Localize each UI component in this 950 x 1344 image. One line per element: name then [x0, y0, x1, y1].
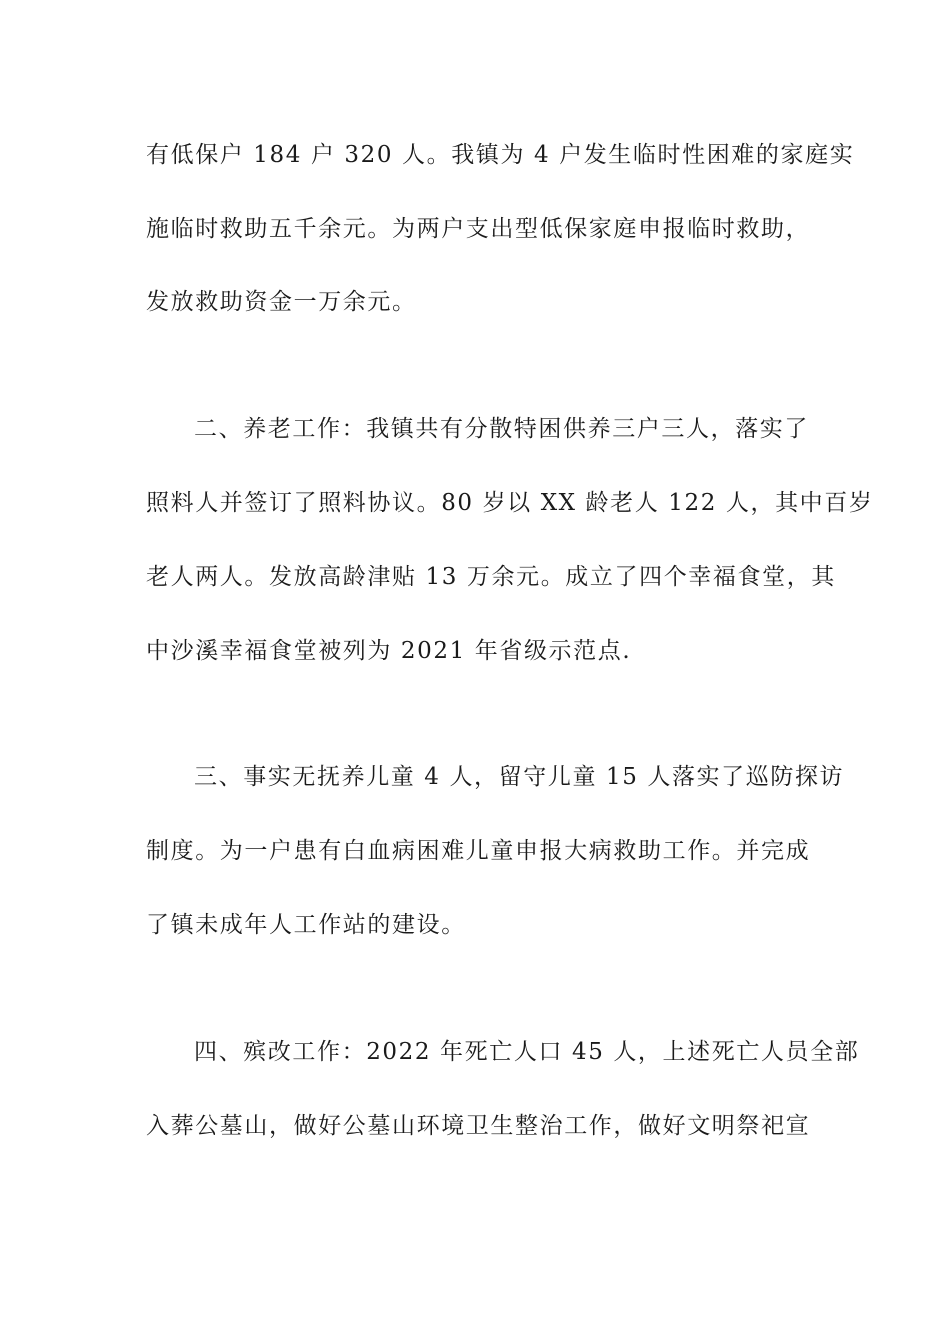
- text-line: 照料人并签订了照料协议。80 岁以 XX 龄老人 122 人，其中百岁: [146, 490, 874, 516]
- text-line: 四、殡改工作：2022 年死亡人口 45 人，上述死亡人员全部: [194, 1039, 860, 1065]
- text-line: 施临时救助五千余元。为两户支出型低保家庭申报临时救助，: [146, 216, 811, 242]
- text-line: 有低保户 184 户 320 人。我镇为 4 户发生临时性困难的家庭实: [146, 142, 855, 168]
- text-line: 了镇未成年人工作站的建设。: [146, 912, 466, 938]
- text-line: 发放救助资金一万余元。: [146, 289, 417, 315]
- text-line: 制度。为一户患有白血病困难儿童申报大病救助工作。并完成: [146, 838, 811, 864]
- text-line: 中沙溪幸福食堂被列为 2021 年省级示范点.: [146, 638, 632, 664]
- text-line: 三、事实无抚养儿童 4 人，留守儿童 15 人落实了巡防探访: [194, 764, 845, 790]
- text-line: 老人两人。发放高龄津贴 13 万余元。成立了四个幸福食堂，其: [146, 564, 836, 590]
- text-line: 二、养老工作：我镇共有分散特困供养三户三人，落实了: [194, 416, 809, 442]
- text-line: 入葬公墓山，做好公墓山环境卫生整治工作，做好文明祭祀宣: [146, 1113, 811, 1139]
